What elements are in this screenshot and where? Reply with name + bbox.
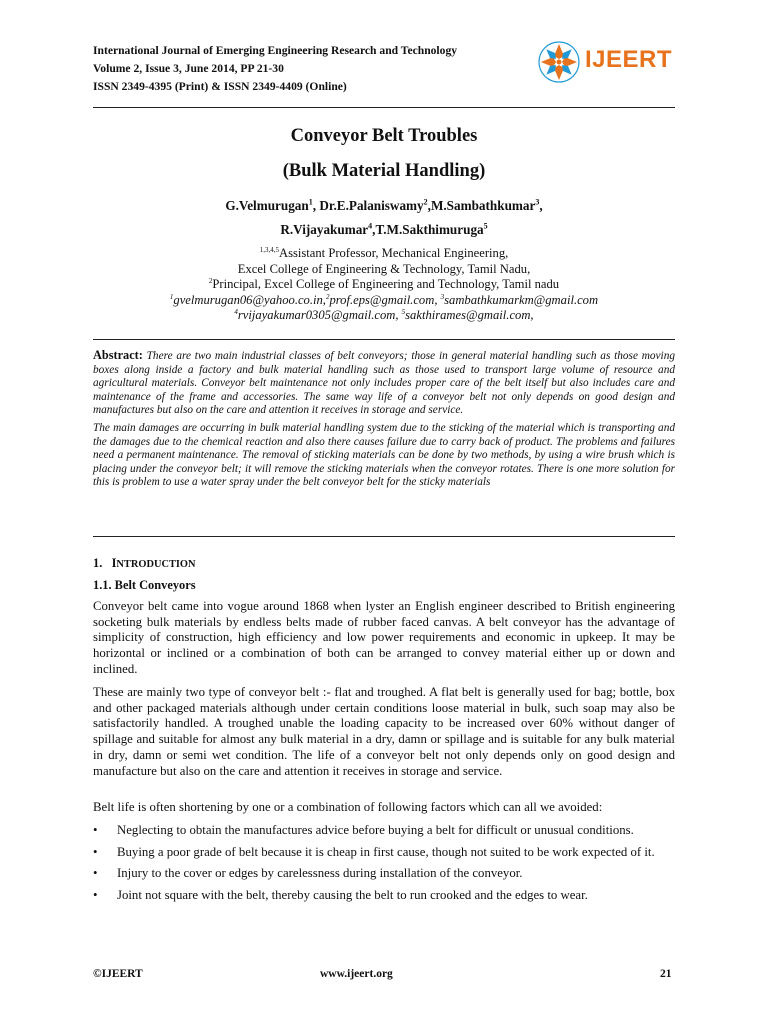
affiliation-text: Assistant Professor, Mechanical Engineering, [278, 246, 509, 260]
paper-subtitle: (Bulk Material Handling) [282, 161, 486, 181]
section-title-rest: NTRODUCTION [116, 559, 196, 570]
section-heading [93, 556, 196, 571]
journal-volume: Volume 2, Issue 3, June 2014, PP 21-30 [93, 62, 284, 75]
ijeert-logo-icon [537, 40, 581, 84]
abstract-text: There are two main industrial classes of belt conveyors; those in general material handling such as those moving boxes along inside a factory and bulk material handling such as those used to transport large volume of resource and agricultural materials. Conveyor belt maintenance not only includes proper care of the belt itself but also includes care and maintenance of the frame and accessories. The same way life of a conveyor belt not only depends on good design and manufactures but also on the care and attention it receives in storage and service. [93, 350, 675, 417]
journal-issn: ISSN 2349-4395 (Print) & ISSN 2349-4409 (Online) [93, 80, 347, 93]
email-link[interactable]: prof.eps@gmail.com, [329, 292, 438, 307]
author-sup: 1 [308, 197, 313, 207]
author-sup: 2 [423, 197, 428, 207]
section-number: 1. [93, 556, 103, 570]
affiliation-line [93, 246, 675, 262]
authors-line-2 [93, 222, 675, 238]
factors-list [93, 823, 675, 904]
section-title-initial: I [111, 556, 117, 570]
subsection-heading: 1.1. Belt Conveyors [93, 578, 196, 592]
abstract-label: Abstract: [93, 348, 143, 362]
email-link[interactable]: sakthirames@gmail.com, [405, 308, 534, 322]
abstract-paragraph-2: The main damages are occurring in bulk material handling system due to the sticking of the material which is transporting and the damages due to the chemical reaction and also there causes failure due to carry back of product. The problems and failures need a permanent maintenance. The removal of sticking materials can be done by two methods, by using a wire brush which is placing under the conveyor belt; it will remove the sticking materials when the conveyor rotates. There is one more solution for this is problem to use a water spray under the belt conveyor belt for the sticky materials [93, 421, 675, 489]
author-name: ,M.Sambathkumar [427, 198, 536, 213]
affiliation-sup: 1,3,4,5 [259, 245, 279, 254]
abstract [93, 349, 675, 490]
author-sup: 5 [483, 221, 488, 231]
ijeert-logo [537, 40, 677, 82]
bullet-icon: • [93, 866, 98, 881]
email-sup: 2 [325, 292, 330, 301]
list-item [93, 866, 675, 882]
body-paragraph-2: These are mainly two type of conveyor belt :- flat and troughed. A flat belt is generally used for bag; bottle, box and other packaged materials although under certain conditions loose material in bulk, such soap may also be satisfactorily handled. A troughed unable the loading capacity to be increased over 60% without danger of spillage and suitable for almost any bulk material in a dry, damn or spillage and is suitable for any bulk material in dry, damn or semi wet condition. The life of a conveyor belt not only depends only on good design and manufacture but also on the care and attention it receives in storage and service. [93, 685, 675, 778]
bullet-icon: • [93, 888, 98, 903]
abstract-top-rule [93, 339, 675, 340]
email-sup: 3 [440, 292, 445, 301]
list-item [93, 823, 675, 839]
email-link[interactable]: rvijayakumar0305@gmail.com, [237, 308, 399, 322]
email-line [93, 293, 675, 309]
author-separator: , [539, 198, 543, 213]
author-sup: 3 [535, 197, 540, 207]
bullet-icon: • [93, 823, 98, 837]
author-name: ,T.M.Sakthimuruga [372, 222, 484, 237]
author-name: , Dr.E.Palaniswamy [312, 198, 424, 213]
affiliation-line [93, 277, 675, 293]
author-name: R.Vijayakumar [280, 222, 369, 237]
author-name: G.Velmurugan [225, 198, 309, 213]
logo-text: IJEERT [585, 46, 673, 73]
body-paragraph-3: Belt life is often shortening by one or a combination of following factors which can all we avoided: [93, 800, 603, 814]
affiliation-text: Principal, Excel College of Engineering and Technology, Tamil nadu [212, 277, 560, 291]
email-line [93, 308, 675, 324]
affiliation-line: Excel College of Engineering & Technology, Tamil Nadu, [237, 261, 531, 276]
header-rule [93, 107, 675, 108]
email-sup: 1 [169, 292, 174, 301]
list-item [93, 888, 675, 904]
list-item-text: Neglecting to obtain the manufactures advice before buying a belt for difficult or unusual conditions. [117, 823, 634, 837]
paper-title: Conveyor Belt Troubles [290, 126, 478, 146]
email-link[interactable]: gvelmurugan06@yahoo.co.in, [173, 292, 326, 307]
bullet-icon: • [93, 844, 98, 859]
abstract-paragraph-1 [93, 349, 675, 418]
email-sup: 4 [234, 307, 238, 316]
email-sup: 5 [401, 307, 406, 316]
journal-name: International Journal of Emerging Engineering Research and Technology [93, 44, 458, 57]
list-item-text: Injury to the cover or edges by carelessness during installation of the conveyor. [117, 866, 523, 881]
footer-website[interactable]: www.ijeert.org [320, 968, 393, 980]
authors-line-1 [93, 198, 675, 214]
footer-copyright: ©IJEERT [93, 968, 143, 980]
journal-header [93, 42, 457, 96]
list-item-text: Buying a poor grade of belt because it is cheap in first cause, though not suited to be work expected of it. [117, 844, 655, 859]
body-paragraph-1: Conveyor belt came into vogue around 1868 when lyster an English engineer described to British engineering socketing bulk materials by endless belts made of rubber faced canvas. A belt conveyor has the advantage of simplicity of construction, high efficiency and low power requirements and economic in upkeep. It may be horizontal or inclined or a combination of both can be arranged to convey material either up or down and inclined. [93, 599, 675, 676]
page-number: 21 [660, 968, 672, 980]
abstract-bottom-rule [93, 536, 675, 537]
list-item-text: Joint not square with the belt, thereby causing the belt to run crooked and the edges to wear. [117, 888, 588, 903]
affiliation-sup: 2 [208, 276, 213, 285]
email-link[interactable]: sambathkumarkm@gmail.com [444, 292, 599, 307]
author-sup: 4 [368, 221, 373, 231]
list-item [93, 845, 675, 861]
affiliations [93, 246, 675, 324]
